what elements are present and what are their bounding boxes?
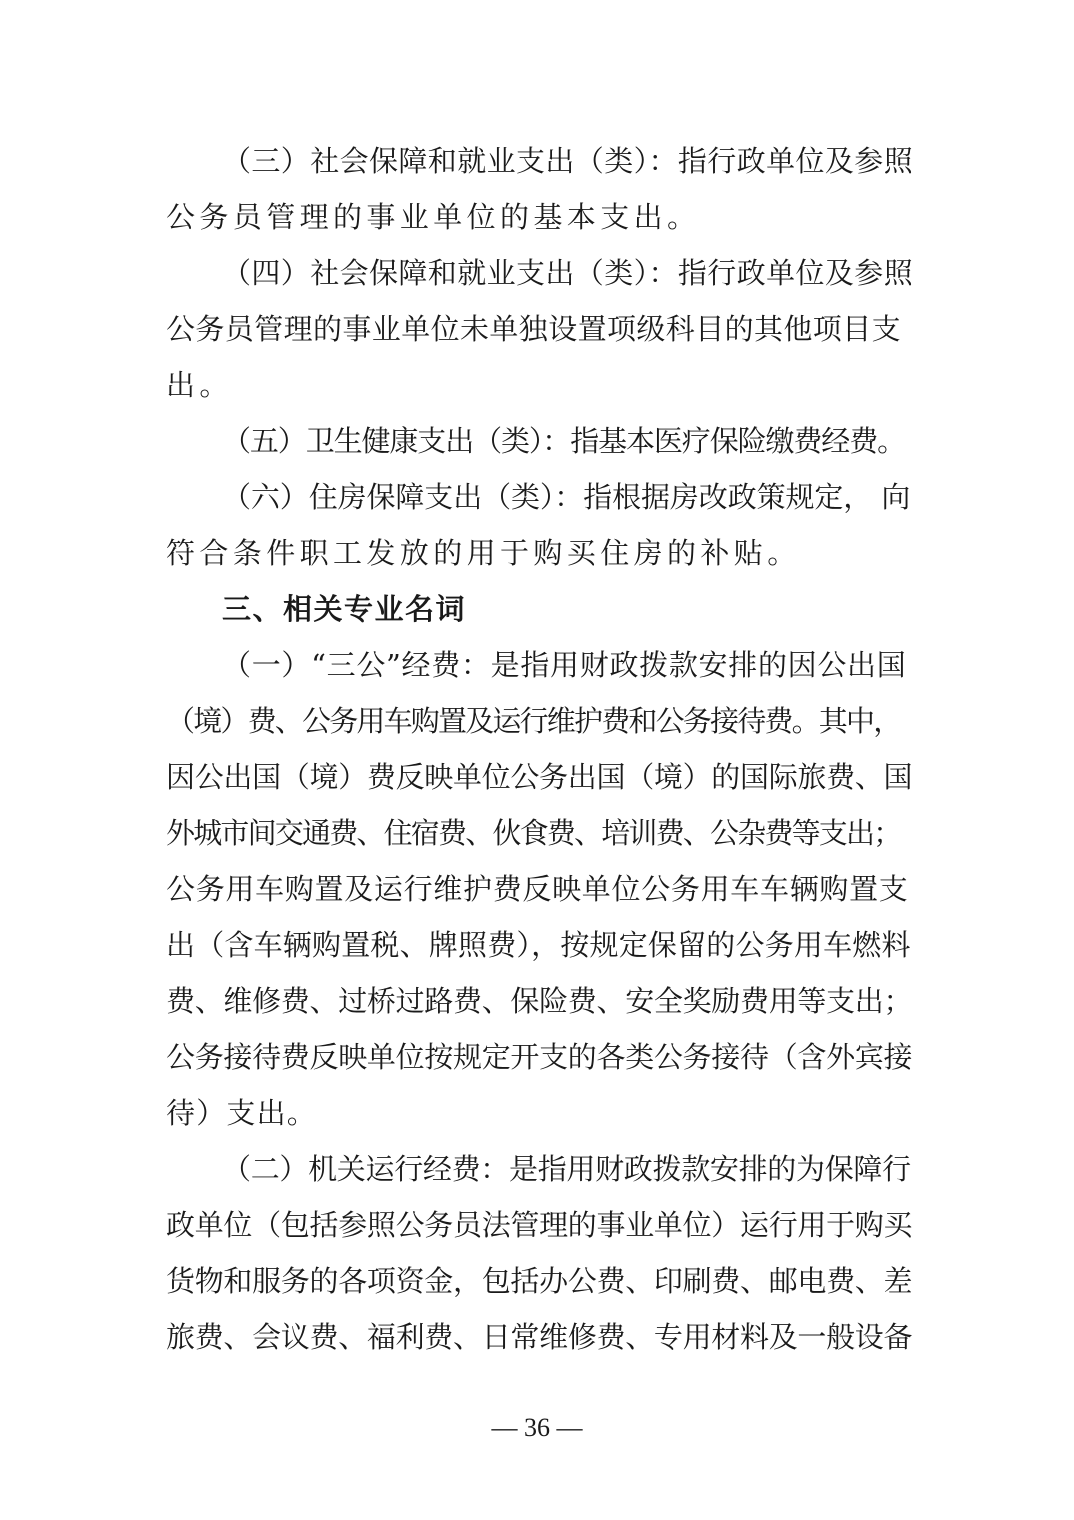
section-heading: 三、相关专业名词 <box>222 592 467 626</box>
paragraph-line: （一）“三公”经费：是指用财政拨款安排的因公出国 <box>222 648 907 682</box>
page-number: — 36 — <box>491 1413 583 1442</box>
paragraph-line: （四）社会保障和就业支出（类）：指行政单位及参照 <box>222 256 914 290</box>
paragraph-line: 出（含车辆购置税、牌照费），按规定保留的公务用车燃料 <box>166 928 911 962</box>
paragraph-line: 旅费、会议费、福利费、日常维修费、专用材料及一般设备 <box>166 1320 913 1354</box>
paragraph-line: （六）住房保障支出（类）：指根据房改政策规定， 向 <box>222 480 911 514</box>
paragraph-line: （三）社会保障和就业支出（类）：指行政单位及参照 <box>222 144 914 178</box>
paragraph-line: 因公出国（境）费反映单位公务出国（境）的国际旅费、国 <box>166 760 913 794</box>
paragraph-line: 符合条件职工发放的用于购买住房的补贴。 <box>166 536 801 570</box>
paragraph-line: 外城市间交通费、住宿费、伙食费、培训费、公杂费等支出； <box>166 816 901 850</box>
paragraph-line: 货物和服务的各项资金，包括办公费、印刷费、邮电费、差 <box>166 1264 913 1298</box>
paragraph-line: 待）支出。 <box>166 1096 318 1130</box>
paragraph-line: 公务员管理的事业单位的基本支出。 <box>166 200 701 234</box>
paragraph-line: （境）费、公务用车购置及运行维护费和公务接待费。其中， <box>166 704 901 738</box>
paragraph-line: 费、维修费、过桥过路费、保险费、安全奖励费用等支出； <box>166 984 913 1018</box>
paragraph-line: （五）卫生健康支出（类）：指基本医疗保险缴费经费。 <box>222 424 906 458</box>
paragraph-line: （二）机关运行经费：是指用财政拨款安排的为保障行 <box>222 1152 911 1186</box>
paragraph-line: 政单位（包括参照公务员法管理的事业单位）运行用于购买 <box>166 1208 913 1242</box>
paragraph-line: 出。 <box>166 368 233 402</box>
paragraph-line: 公务用车购置及运行维护费反映单位公务用车车辆购置支 <box>166 872 909 906</box>
paragraph-line: 公务接待费反映单位按规定开支的各类公务接待（含外宾接 <box>166 1040 913 1074</box>
paragraph-line: 公务员管理的事业单位未单独设置项级科目的其他项目支 <box>166 312 902 346</box>
